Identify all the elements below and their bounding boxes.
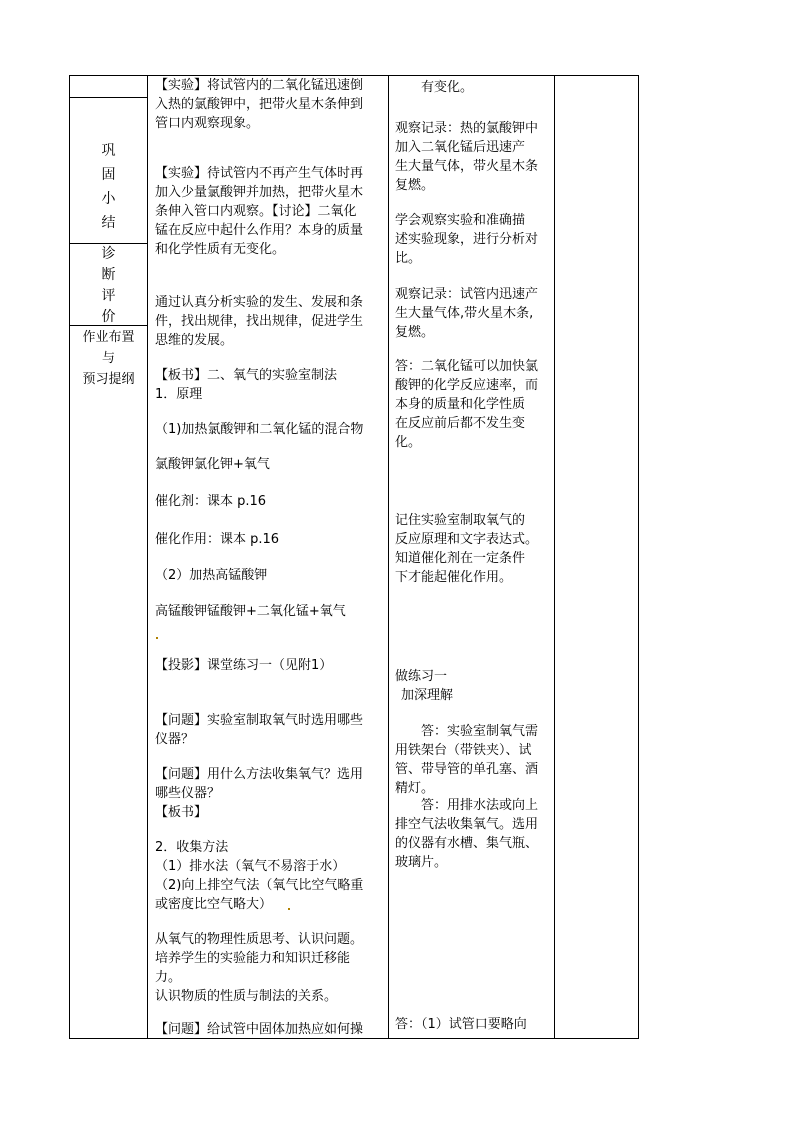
text-line: 的仪器有水槽、集气瓶、	[395, 836, 539, 851]
label-line: 作业布置	[82, 330, 135, 345]
text-line: 反应原理和文字表达式。	[395, 532, 539, 547]
text-line: 培养学生的实验能力和知识迁移能	[155, 951, 351, 966]
text-line: 答：（1）试管口要略向	[395, 1017, 527, 1032]
text-line: 认识物质的性质与制法的关系。	[155, 989, 338, 1004]
text-line: 答：用排水法或向上	[421, 798, 539, 813]
text-line: 观察记录：试管内迅速产	[395, 287, 539, 302]
text-line: 和化学性质有无变化。	[155, 242, 286, 257]
text-line: 催化剂：课本 p.16	[155, 494, 267, 509]
text-line: （1）排水法（氧气不易溶于水）	[155, 859, 346, 874]
text-line: 观察记录：热的氯酸钾中	[395, 121, 539, 136]
label-char: 结	[101, 215, 116, 231]
text-line: 管口内观察现象。	[155, 116, 260, 131]
text-line: 玻璃片。	[395, 855, 448, 870]
text-line: （2）加热高锰酸钾	[155, 568, 268, 583]
text-line: 有变化。	[421, 80, 474, 95]
row-border-1	[69, 97, 148, 98]
text-line: 【实验】待试管内不再产生气体时再	[155, 166, 364, 181]
text-line: 仪器？	[155, 732, 195, 747]
text-line: 或密度比空气略大）	[155, 897, 273, 912]
text-line: 排空气法收集氧气。选用	[395, 817, 539, 832]
text-line: 思维的发展。	[155, 333, 234, 348]
text-line: 力。	[155, 970, 182, 985]
text-line: 比。	[395, 251, 422, 266]
text-line: 加入少量氯酸钾并加热，把带火星木	[155, 185, 364, 200]
text-line: 化。	[395, 435, 422, 450]
text-line: 答：二氧化锰可以加快氯	[395, 359, 539, 374]
label-char: 断	[101, 267, 116, 283]
text-line: 【问题】用什么方法收集氧气？选用	[155, 767, 364, 782]
text-line: 2．收集方法	[155, 840, 229, 855]
text-line: 【问题】给试管中固体加热应如何操	[155, 1022, 364, 1037]
text-line: 加入二氧化锰后迅速产	[395, 140, 526, 155]
text-line: 在反应前后都不发生变	[395, 416, 526, 431]
text-line: （1)加热氯酸钾和二氧化锰的混合物	[155, 422, 364, 437]
label-char: 固	[101, 167, 116, 183]
text-line: 复燃。	[395, 325, 435, 340]
text-line: 【投影】课堂练习一（见附1）	[155, 658, 333, 673]
teacher-activity-column	[155, 0, 387, 1038]
label-char: 巩	[101, 143, 116, 159]
text-line: 入热的氯酸钾中，把带火星木条伸到	[155, 97, 364, 112]
text-line: 件，找出规律，找出规律，促进学生	[155, 314, 364, 329]
row-border-2	[69, 243, 148, 244]
text-line: 下才能起催化作用。	[395, 570, 513, 585]
section-label-diagnose	[70, 245, 147, 329]
text-line: 用铁架台（带铁夹）、试	[395, 743, 532, 758]
text-line: 【实验】将试管内的二氧化锰迅速倒	[155, 78, 364, 93]
text-line: 复燃。	[395, 178, 435, 193]
text-line: 生大量气体，带火星木条	[395, 159, 539, 174]
text-line: 知道催化剂在一定条件	[395, 551, 526, 566]
text-line: （2)向上排空气法（氧气比空气略重	[155, 878, 364, 893]
text-line: 酸钾的化学反应速率，而	[395, 378, 539, 393]
col-border-3	[554, 75, 555, 1039]
col-border-2	[388, 75, 389, 1039]
text-line: 【问题】实验室制取氧气时选用哪些	[155, 713, 364, 728]
label-char: 价	[101, 309, 116, 325]
text-line: 【板书】二、氧气的实验室制法	[155, 368, 338, 383]
text-line: 锰在反应中起什么作用？本身的质量	[155, 223, 364, 238]
text-line: 通过认真分析实验的发生、发展和条	[155, 295, 364, 310]
text-line: 1．原理	[155, 387, 203, 402]
stray-mark	[156, 637, 158, 639]
section-label-homework	[70, 329, 147, 392]
text-line: 本身的质量和化学性质	[395, 397, 526, 412]
text-line: 学会观察实验和准确描	[395, 213, 526, 228]
text-line: 哪些仪器？	[155, 786, 221, 801]
text-line: 精灯。	[395, 781, 435, 796]
text-line: 述实验现象，进行分析对	[395, 232, 539, 247]
text-line: 氯酸钾氯化钾+氧气	[155, 457, 270, 472]
text-line: 催化作用：课本 p.16	[155, 532, 280, 547]
text-line: 高锰酸钾锰酸钾+二氧化锰+氧气	[155, 604, 346, 619]
text-line: 记住实验室制取氧气的	[395, 513, 526, 528]
text-line: 【板书】	[155, 805, 208, 820]
student-activity-column	[395, 0, 553, 1038]
col-border-1	[147, 75, 148, 1039]
section-label-consolidate	[70, 142, 147, 238]
col-border-right	[638, 75, 639, 1039]
label-char: 小	[101, 191, 116, 207]
label-line: 与	[101, 351, 115, 366]
label-char: 评	[101, 288, 116, 304]
text-line: 答：实验室制氧气需	[421, 724, 539, 739]
text-line: 生大量气体,带火星木条,	[395, 306, 534, 321]
text-line: 做练习一	[395, 669, 448, 684]
text-line: 条伸入管口内观察。【讨论】二氧化	[155, 204, 357, 219]
text-line: 管、带导管的单孔塞、酒	[395, 762, 539, 777]
label-char: 诊	[101, 246, 116, 262]
text-line: 加深理解	[401, 688, 454, 703]
text-line: 从氧气的物理性质思考、认识问题。	[155, 932, 364, 947]
stray-mark	[288, 908, 290, 910]
label-line: 预习提纲	[82, 372, 135, 387]
